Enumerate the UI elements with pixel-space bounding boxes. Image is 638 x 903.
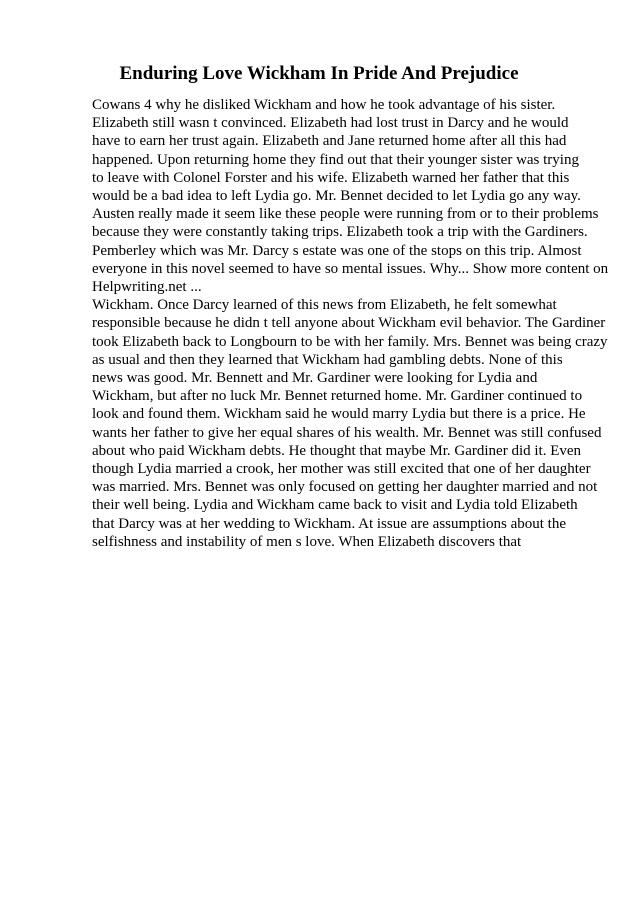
text-line: their well being. Lydia and Wickham came back to visit and Lydia told Elizabeth	[92, 497, 578, 514]
text-line: though Lydia married a crook, her mother was still excited that one of her daughter	[92, 461, 591, 478]
text-line: was married. Mrs. Bennet was only focused on getting her daughter married and not	[92, 479, 598, 496]
text-line: Cowans 4 why he disliked Wickham and how he took advantage of his sister.	[92, 97, 556, 113]
text-line: because they were constantly taking trips. Elizabeth took a trip with the Gardiners.	[92, 224, 588, 241]
text-line: look and found them. Wickham said he would marry Lydia but there is a price. He	[92, 406, 586, 423]
text-line: took Elizabeth back to Longbourn to be with her family. Mrs. Bennet was being crazy	[92, 333, 608, 350]
text-line: happened. Upon returning home they find out that their younger sister was trying	[92, 151, 579, 168]
text-line: to leave with Colonel Forster and his wife. Elizabeth warned her father that this	[92, 169, 570, 186]
text-line: everyone in this novel seemed to have so mental issues. Why... Show more content on	[92, 260, 609, 277]
text-line: that Darcy was at her wedding to Wickham. At issue are assumptions about the	[92, 515, 567, 532]
text-line: Wickham. Once Darcy learned of this news from Elizabeth, he felt somewhat	[92, 297, 557, 314]
document-body	[92, 96, 612, 551]
text-line: Wickham, but after no luck Mr. Bennet returned home. Mr. Gardiner continued to	[92, 388, 583, 405]
text-line: selfishness and instability of men s love. When Elizabeth discovers that	[92, 533, 522, 550]
text-line: about who paid Wickham debts. He thought that maybe Mr. Gardiner did it. Even	[92, 442, 582, 459]
document-title: Enduring Love Wickham In Pride And Prejudice	[119, 63, 519, 84]
text-line: wants her father to give her equal shares of his wealth. Mr. Bennet was still confused	[92, 424, 602, 441]
text-line: Elizabeth still wasn t convinced. Elizabeth had lost trust in Darcy and he would	[92, 115, 569, 132]
text-line: would be a bad idea to left Lydia go. Mr. Bennet decided to let Lydia go any way.	[92, 188, 581, 205]
text-line: responsible because he didn t tell anyone about Wickham evil behavior. The Gardiner	[92, 315, 606, 332]
text-line: Austen really made it seem like these people were running from or to their problems	[92, 206, 599, 223]
text-line: have to earn her trust again. Elizabeth and Jane returned home after all this had	[92, 133, 567, 150]
text-line: news was good. Mr. Bennett and Mr. Gardiner were looking for Lydia and	[92, 370, 538, 387]
text-line: Pemberley which was Mr. Darcy s estate was one of the stops on this trip. Almost	[92, 242, 582, 259]
text-line: as usual and then they learned that Wickham had gambling debts. None of this	[92, 351, 563, 368]
text-line: Helpwriting.net ...	[92, 279, 202, 296]
